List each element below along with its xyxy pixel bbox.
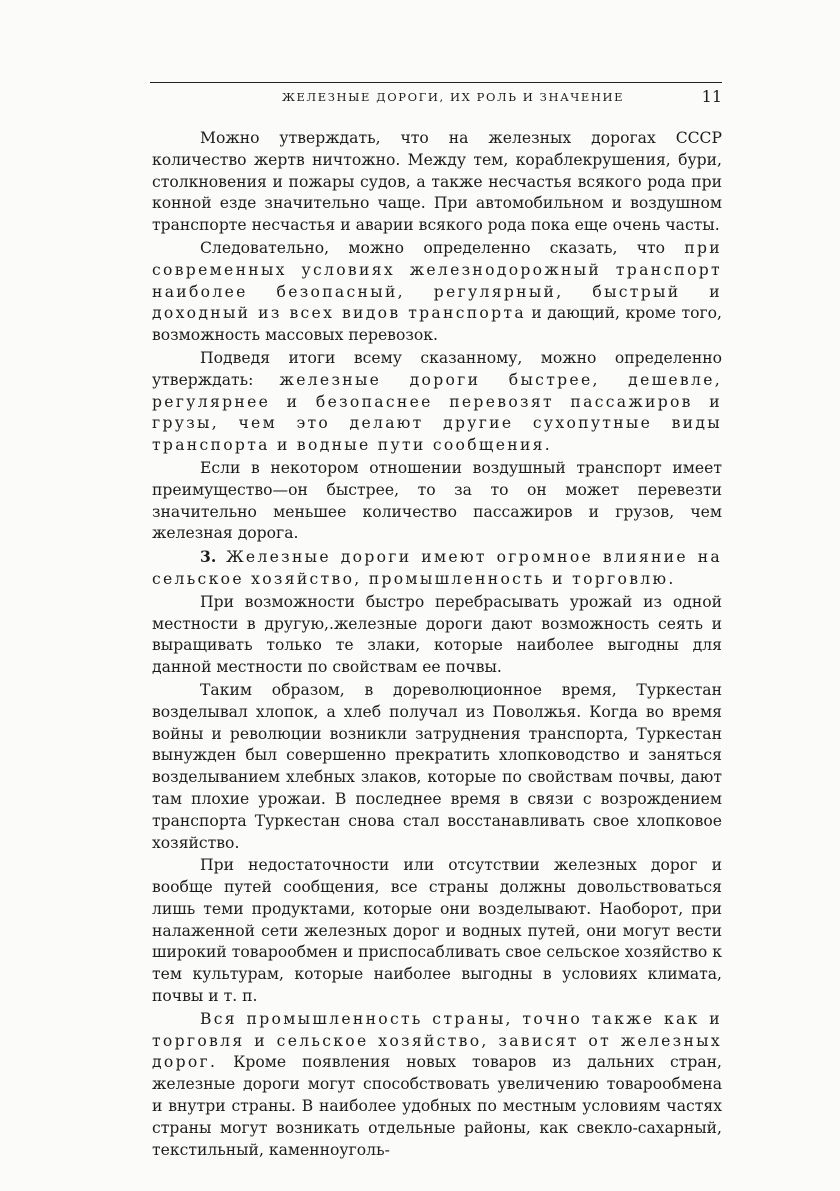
paragraph-4: Если в некотором отношении воздушный транспорт имеет преимущество—он быстрее, то за то он может перевезти значительно меньшее количество пассажиров и грузов, чем железная дорога.	[152, 458, 722, 543]
page-number: 11	[701, 87, 722, 106]
paragraph-3-spaced-text: железные дороги быстрее, дешевле, регулярнее и безопаснее перевозят пассажиров и грузы, чем это делают другие сухопутные виды транспорта и водные пути сообщения.	[152, 370, 722, 455]
paragraph-9-text-b: Кроме появления новых товаров из дальних стран, железные дороги могут способствовать увеличению товарообмена и внутри страны. В наиболее удобных по местным условиям частях страны могут возникать отдельные районы, как свекло-сахарный, текстильный, каменноуголь-	[152, 1053, 722, 1159]
running-header	[150, 88, 722, 108]
header-rule	[150, 82, 722, 83]
paragraph-2-spaced-text: при современных условиях железнодорожный транспорт наиболее безопасный, регулярный, быстрый и доходный из всех видов транспорта	[152, 238, 722, 323]
paragraph-5-spaced-text: Железные дороги имеют огромное влияние на сельское хозяйство, промышленность и торговлю.	[152, 548, 722, 588]
page-body	[152, 128, 722, 1161]
running-title: ЖЕЛЕЗНЫЕ ДОРОГИ, ИХ РОЛЬ И ЗНАЧЕНИЕ	[282, 90, 625, 104]
paragraph-6: При возможности быстро перебрасывать урожай из одной местности в другую,.железные дороги дают возможность сеять и выращивать только те злаки, которые наиболее выгодны для данной местности по свойствам ее почвы.	[152, 592, 722, 677]
paragraph-8: При недостаточности или отсутствии железных дорог и вообще путей сообщения, все страны должны довольствоваться лишь теми продуктами, которые они возделывают. Наоборот, при налаженной сети железных дорог и водных путей, они могут вести широкий товарообмен и приспосабливать свое сельское хозяйство к тем культурам, которые наиболее выгодны в условиях климата, почвы и т. п.	[152, 856, 722, 1006]
paragraph-2-text-a: Следовательно, можно определенно сказать, что	[200, 238, 685, 257]
paragraph-5	[152, 546, 722, 591]
paragraph-9	[152, 1009, 722, 1162]
paragraph-3	[152, 348, 722, 457]
paragraph-2-text-c: и дающий, кроме того, возможность массовых перевозок.	[152, 304, 722, 345]
paragraph-7: Таким образом, в дореволюционное время, Туркестан возделывал хлопок, а хлеб получал из Поволжья. Когда во время войны и революции возникли затруднения транспорта, Туркестан вынужден был совершенно прекратить хлопководство и заняться возделыванием хлебных злаков, которые по свойствам почвы, дают там плохие урожаи. В последнее время в связи с возрождением транспорта Туркестан снова стал восстанавливать свое хлопковое хозяйство.	[152, 680, 722, 852]
paragraph-9-spaced-text: Вся промышленность страны, точно также как и торговля и сельское хозяйство, зависят от железных дорог.	[152, 1009, 722, 1072]
section-number: 3.	[200, 547, 217, 567]
paragraph-1: Можно утверждать, что на железных дорогах СССР количество жертв ничтожно. Между тем, кораблекрушения, бури, столкновения и пожары судов, а также несчастья всякого рода при конной езде значительно чаще. При автомобильном и воздушном транспорте несчастья и аварии всякого рода пока еще очень часты.	[152, 129, 722, 235]
paragraph-3-text-a: Подведя итоги всему сказанному, можно определенно утверждать:	[152, 348, 722, 389]
paragraph-2	[152, 238, 722, 347]
